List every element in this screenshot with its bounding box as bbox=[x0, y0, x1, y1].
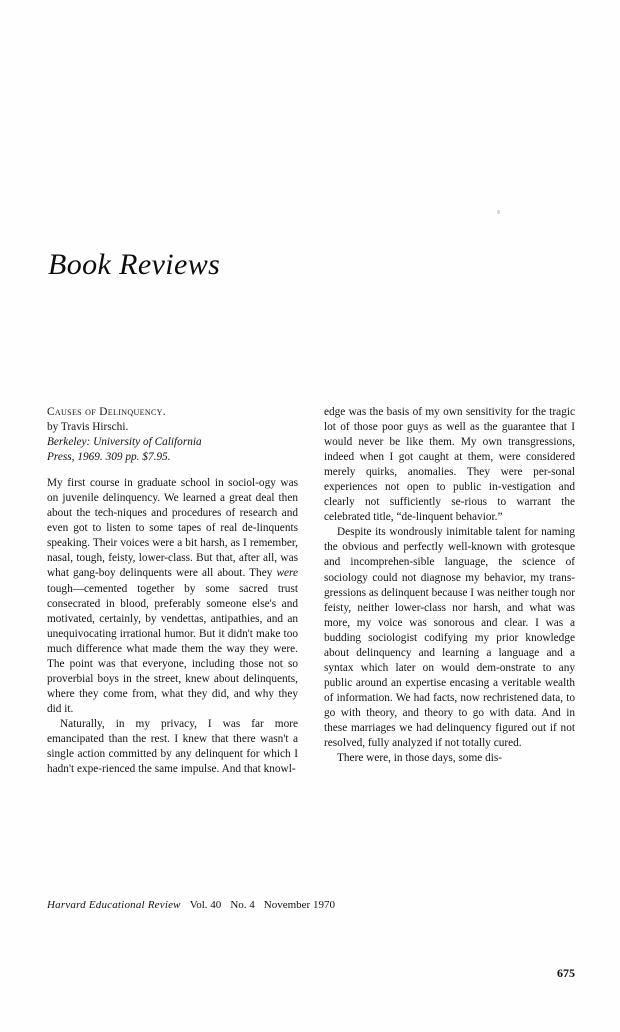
column-right bbox=[324, 405, 575, 883]
footer-date: November 1970 bbox=[263, 899, 335, 911]
scan-artifact-speck bbox=[497, 210, 500, 214]
paragraph-left-1-text-a: My first course in graduate school in sociol-ogy was on juvenile delinquency. We learned a great deal then about the tech-niques and procedures of research and even got to listen to some tapes of real de-linquents speaking. Their voices were a bit harsh, as I remember, nasal, tough, feisty, lower-class. But that, after all, was what gang-boy delinquents were all about. They bbox=[47, 477, 298, 580]
paragraph-right-3: There were, in those days, some dis- bbox=[337, 752, 503, 765]
running-footer bbox=[47, 899, 335, 911]
footer-journal-name: Harvard Educational Review bbox=[47, 899, 181, 911]
citation-publisher-line-2: Press, 1969. 309 pp. $7.95. bbox=[47, 451, 171, 464]
citation-author: by Travis Hirschi. bbox=[47, 421, 129, 434]
paragraph-right-1: edge was the basis of my own sensitivity for the tragic lot of those poor guys as well as the guarantee that I would never be like them. My own transgressions, indeed when I got caught at them, were considered merely quirks, anomalies. They were per-sonal experiences not open to public in-vestigation and clearly not sufficiently se-rious to warrant the celebrated title, “de-linquent behavior.” bbox=[324, 406, 575, 524]
paragraph-left-2: Naturally, in my privacy, I was far more emancipated than the rest. I knew that there wasn't a single action committed by any delinquent for which I hadn't expe-rienced the same impulse. And that knowl- bbox=[47, 717, 298, 776]
column-left bbox=[47, 405, 298, 883]
emphasis-were: were bbox=[276, 567, 298, 580]
page-number: 675 bbox=[557, 966, 575, 980]
citation-title: Causes of Delinquency. bbox=[47, 406, 166, 418]
paragraph-right-2: Despite its wondrously inimitable talent for naming the obvious and perfectly well-known with grotesque and incomprehen-sible language, the science of sociology could not diagnose my behavior, my trans-gressions as delinquent because I was neither tough nor feisty, neither lower-class nor harsh, and what was more, my voice was sonorous and clear. I was a budding sociologist codifying my prior knowledge about delinquency and learning a language and a syntax which later on would dem-onstrate to any public around an expertise encasing a veritable wealth of information. We had facts, now rechristened data, to go with theory, and theory to go with data. And in these marriages we had delinquency figured out if not resolved, fully analyzed if not totally cured. bbox=[324, 526, 575, 750]
footer-number: No. 4 bbox=[230, 899, 255, 911]
paragraph-left-1-text-b: tough—cemented together by some sacred trust consecrated in blood, preferably someone else's and motivated, certainly, by vendettas, antipathies, and an unequivocating irrational humor. But it didn't make too much difference what made them the way they were. The point was that everyone, including those not so proverbial boys in the street, knew about delinquents, where they come from, what they did, and why they did it. bbox=[47, 582, 298, 715]
paragraph-left-1 bbox=[47, 476, 298, 717]
citation-publisher-line-1: Berkeley: University of California bbox=[47, 436, 202, 449]
two-column-body bbox=[47, 405, 575, 883]
footer-volume: Vol. 40 bbox=[189, 899, 222, 911]
book-citation bbox=[47, 405, 298, 465]
page-title: Book Reviews bbox=[48, 248, 221, 282]
